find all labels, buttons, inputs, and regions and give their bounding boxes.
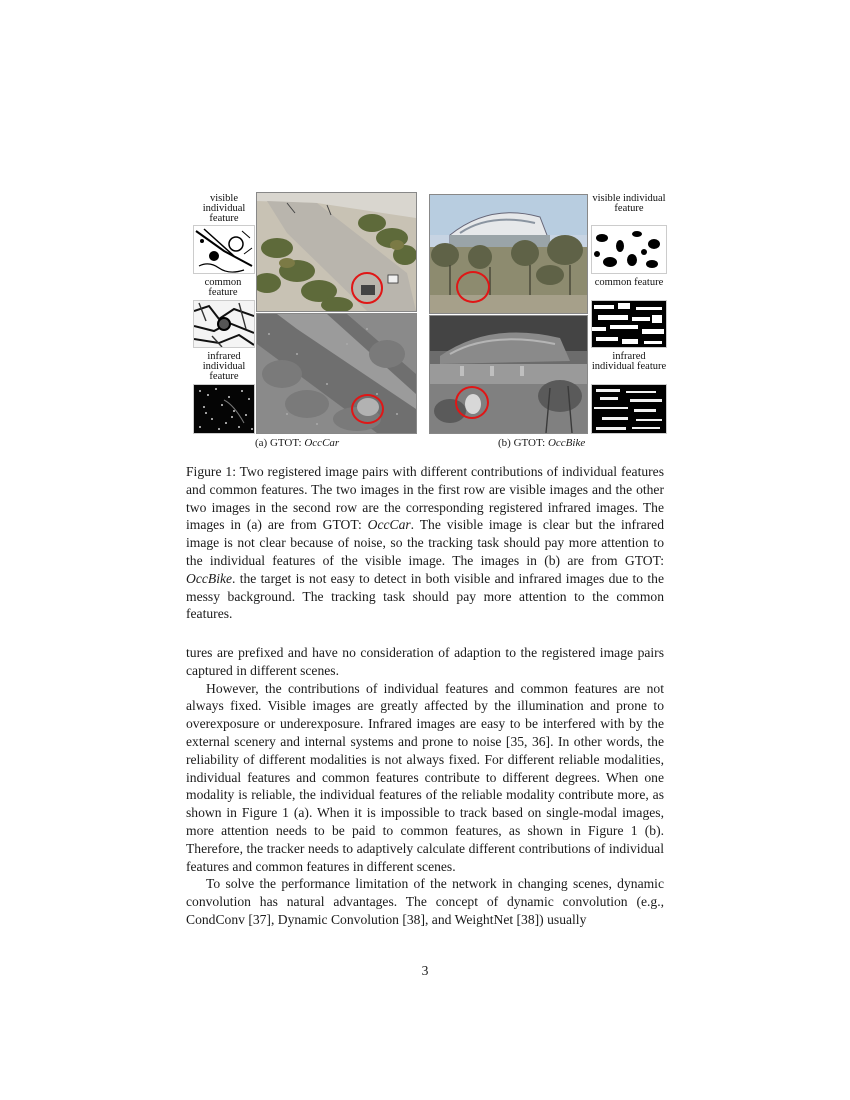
page-number: 3 xyxy=(421,963,429,978)
subcaption-b-prefix: (b) GTOT: xyxy=(498,437,548,449)
target-circle-a-infrared xyxy=(351,394,384,424)
label-common-b: common feature xyxy=(594,277,664,288)
label-common-a: common feature xyxy=(204,277,242,298)
label-infrared-b: infrared individual feature xyxy=(591,351,667,372)
subcaption-a-name: OccCar xyxy=(304,437,340,449)
subcaption-a-prefix: (a) GTOT: xyxy=(255,437,305,449)
subcaption-b-name: OccBike xyxy=(547,437,586,449)
panel-b xyxy=(429,192,667,432)
target-circle-a-visible xyxy=(351,272,383,304)
label-visible-b: visible individual feature xyxy=(592,193,666,214)
body-text xyxy=(186,644,664,929)
infrared-feature-map-b xyxy=(591,384,667,434)
panel-a xyxy=(193,192,415,432)
visible-image-occcar xyxy=(256,192,417,312)
visible-image-occbike xyxy=(429,194,588,314)
common-feature-map-a xyxy=(193,300,255,348)
infrared-feature-map-a xyxy=(193,384,255,434)
paragraph-3: To solve the performance limitation of the network in changing scenes, dynamic convolution has natural advantages. The concept of dynamic convolution (e.g., CondConv [37], Dynamic Convolution [38], and WeightNet [38]) usually xyxy=(186,876,664,927)
paragraph-1: tures are prefixed and have no consideration of adaption to the registered image pairs captured in different scenes. xyxy=(186,645,664,678)
figure-1 xyxy=(193,192,667,454)
visible-feature-map-b xyxy=(591,225,667,274)
infrared-image-occbike xyxy=(429,315,588,434)
subcaption-b xyxy=(498,437,585,449)
paragraph-2: However, the contributions of individual features and common features are not always fixed. Visible images are greatly affected by the illumination and prone to overexposure or underexposure. Infrared images are easy to be interfered with by the external scenery and internal systems and prone to noise [35, 36]. In other words, the reliability of different modalities is not always fixed. For different reliable modalities, individual features and common features contribute to different degrees. When one modality is reliable, the individual features of the reliable modality contribute more, as shown in Figure 1 (a). When it is impossible to track based on single-modal images, more attention needs to be paid to common features, as shown in Figure 1 (b). Therefore, the tracker needs to adaptively calculate different contributions of individual features and common features in different scenes. xyxy=(186,680,664,874)
caption-italic-2: OccBike xyxy=(186,570,233,586)
caption-part-1: Figure 1: Two registered image pairs with different contributions of individual features and common features. The two images in the first row are visible images and the other two images in the second row are the corresponding registered infrared images. The images in (a) are from GTOT: xyxy=(186,464,664,533)
label-infrared-a: infrared individual feature xyxy=(202,351,246,382)
target-circle-b-visible xyxy=(456,271,490,303)
subcaption-a xyxy=(255,437,339,449)
caption-part-3: . the target is not easy to detect in both visible and infrared images due to the messy background. The tracking task should pay more attention to the common features. xyxy=(186,570,664,622)
label-visible-a: visible individual feature xyxy=(202,193,246,224)
visible-feature-map-a xyxy=(193,225,255,274)
figure-caption xyxy=(186,463,664,623)
infrared-image-occcar xyxy=(256,313,417,434)
common-feature-map-b xyxy=(591,300,667,348)
caption-part-2: . The visible image is clear but the infrared image is not clear because of noise, so the tracking task should pay more attention to the individual features of the visible image. The images in (b) are from GTOT: xyxy=(186,517,665,568)
target-circle-b-infrared xyxy=(455,386,489,419)
caption-italic-1: OccCar xyxy=(367,517,411,533)
